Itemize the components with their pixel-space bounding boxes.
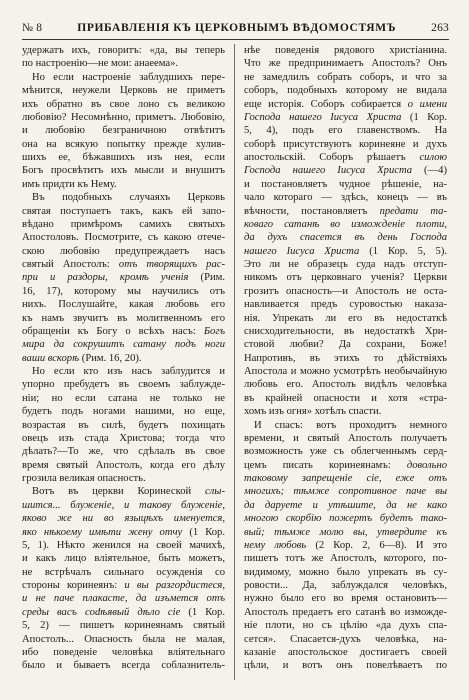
text-line: навливается предъ суровостью наказа- <box>244 299 447 311</box>
text-line: цемъ писать коринеянамъ: довольно <box>244 459 447 471</box>
text-line: она на всякую попытку прежде хулив- <box>22 138 225 150</box>
text-line: ибо поведеніе человѣка вліятельнаго <box>22 646 225 658</box>
text-line: шихъ ее, бѣжавшихъ изъ нея, если <box>22 152 225 163</box>
text-line: нашего Іисуса Христа (1 Кор. 5, 5). <box>244 245 447 257</box>
text-line: ровости... Да, заблуждался человѣкъ, <box>244 580 447 591</box>
text-line: яково же ни во языцѣхъ именуется, <box>22 513 225 525</box>
text-line: и постановляетъ чудное рѣшеніе, на- <box>244 178 447 190</box>
text-line: обращеніи къ Богу о всѣхъ насъ: Богъ <box>22 325 225 337</box>
text-line: святая поступаетъ такъ, какъ ей запо- <box>22 205 225 217</box>
text-line: Но если настроеніе заблудшихъ пере- <box>32 71 225 83</box>
text-line: сется». Спасается-духъ человѣка, на- <box>244 633 447 645</box>
text-line: шится... блуженіе, и такову блуженіе, <box>22 499 225 511</box>
text-line: возрастая въ силѣ, будетъ похищать <box>22 419 225 431</box>
left-column <box>22 44 225 673</box>
text-line: любовію? Несомнѣнно, приметъ. Любовію, <box>22 111 225 123</box>
text-line: пишетъ тотъ же Апостолъ, которого, по- <box>244 553 447 565</box>
text-line: мира да сокрушитъ сатану подъ ноги <box>22 339 225 351</box>
text-line: среды васъ сodѣявый дѣло сіе (1 Кор. <box>22 606 225 618</box>
text-line: Это ли не образецъ суда надъ отступ- <box>244 259 447 270</box>
text-line: да духъ спасется въ день Господа <box>244 232 447 244</box>
text-line: и любовію безграничною отвѣтитъ <box>22 125 225 137</box>
text-line: многихъ; тѣмже сопротивное паче вы <box>244 486 447 498</box>
text-line: нужно было его во время остановить— <box>244 593 447 605</box>
text-line: соборъ, подобныхъ которому не видала <box>244 85 447 97</box>
text-line: Апостоловъ. Посмотрите, съ какою отече- <box>22 232 225 244</box>
text-line: стороны коринеянъ: и вы разгордистеся, <box>22 580 225 591</box>
text-line: по настроенію—не мои: анаеема». <box>22 58 179 70</box>
journal-number: № 8 <box>22 22 43 34</box>
text-line: любовь его. Апостолъ видѣлъ человѣка <box>244 379 447 391</box>
text-line: 5, 4), подъ его главенствомъ. На <box>244 125 447 137</box>
text-line: ніи; но если сатана не только не <box>22 392 225 404</box>
header-rule <box>22 39 449 40</box>
text-line: чало котораго — здѣсь, конецъ — въ <box>244 192 447 204</box>
text-line: упорно пребудетъ въ своемъ заблужде- <box>22 379 225 391</box>
page-number: 263 <box>431 22 449 34</box>
text-line: Напротивъ, въ этихъ то дѣйствіяхъ <box>244 352 447 364</box>
text-line: время святый Апостолъ, когда его дѣлу <box>22 459 225 471</box>
text-line: ваши вскорѣ (Рим. 16, 20). <box>22 352 142 364</box>
text-line: возможность уже съ облегченнымъ серд- <box>244 446 447 458</box>
text-line: Вотъ въ церкви Коринеской слы- <box>32 486 225 498</box>
text-line: И спасъ: вотъ проходитъ немного <box>254 419 447 431</box>
text-line: грозила великая опасность. <box>22 473 146 484</box>
text-line: удержатъ ихъ, говоритъ: «да, вы теперь <box>22 45 225 56</box>
text-line: цѣли, и вотъ онъ повелѣваетъ по <box>244 660 447 672</box>
text-line: при и раздоры, кромѣ ученія (Рим. <box>22 272 225 284</box>
text-line: овецъ изъ стада Христова; тогда что <box>22 432 225 444</box>
text-line: святый Апостолъ: отъ творящихъ рас- <box>22 259 225 270</box>
text-line: 16, 17), которому мы научились отъ <box>22 285 225 297</box>
text-line: таковому запрещеніе сіе, еже отъ <box>244 473 447 484</box>
text-line: дѣлать?—То же, что сдѣлалъ въ свое <box>22 446 225 458</box>
text-line: Апостолъ... Опасность была не малая, <box>22 633 225 645</box>
text-line: да даруете и утѣшите, да не како <box>244 499 447 511</box>
text-line: Богъ просвѣтитъ ихъ мысли и внушитъ <box>22 165 225 177</box>
text-line: 5, 1). Нѣкто женился на своей мачихѣ, <box>22 539 225 551</box>
text-line: вѣчности, постановляетъ предати та- <box>244 205 447 217</box>
text-line: и какъ лицо вліятельное, быть можетъ, <box>22 553 225 565</box>
text-line: Господа нашего Іисуса Христа (—4) <box>244 165 447 177</box>
text-line: имъ придти къ Нему. <box>22 178 117 190</box>
text-line: видимому, можно было упрекать въ су- <box>244 566 447 578</box>
text-line: времени, и святый Апостолъ получаетъ <box>244 432 447 444</box>
text-line: было и бываетъ всегда соблазнитель- <box>22 660 225 672</box>
text-line: Но если кто изъ насъ заблудится и <box>32 366 225 377</box>
text-line: нему любовь (2 Кор. 2, 6—8). И это <box>244 539 447 551</box>
text-line: вый; тѣмже молю вы, утвердите къ <box>244 526 447 538</box>
text-line: мѣнится, неужели Церковь не приметъ <box>22 85 225 97</box>
text-line: снисходительности, въ недостаткѣ Хри- <box>244 325 447 337</box>
column-divider <box>234 44 235 680</box>
text-line: никомъ отъ церковнаго ученія? Церкви <box>244 272 447 284</box>
text-line: многою скорбію пожертъ будетъ тако- <box>244 513 447 525</box>
text-line: Апостолъ предаетъ его сатанѣ во изможде- <box>244 606 447 618</box>
text-line: нѣе поведенія рядового христіанина. <box>244 45 447 56</box>
text-line: будетъ подъ ногами нашими, но еще, <box>22 406 225 418</box>
text-line: Господа нашего Іисуса Христа (1 Кор. <box>244 111 447 123</box>
text-line: Апостола и можно усмотрѣть необычайную <box>244 366 447 377</box>
text-line: стовой любви? Да сохрани, Боже! <box>244 339 447 351</box>
text-line: вѣдано примѣромъ самихъ святыхъ <box>22 218 225 230</box>
text-line: апостольскій. Соборъ рѣшаетъ силою <box>244 152 447 163</box>
right-column <box>244 44 447 673</box>
text-line: еще исторія. Соборъ собирается о имени <box>244 98 447 110</box>
text-line: въ крайней опасности и хотя «стра- <box>244 392 447 404</box>
text-line: 5, 2) — пишетъ коринеянамъ святый <box>22 620 225 632</box>
text-line: казаніе апостольское достигаетъ своей <box>244 646 447 658</box>
text-line: Въ подобныхъ случаяхъ Церковь <box>32 192 225 204</box>
text-line: нія. Упрекать ли его въ недостаткѣ <box>244 312 447 324</box>
text-line: коваго сатанѣ во изможденіе плоти, <box>244 218 447 230</box>
text-line: не замедлилъ собрать соборъ, и что за <box>244 71 447 83</box>
text-line: нихъ. Послушайте, какая любовь его <box>22 299 225 311</box>
text-line: соборѣ присутствуютъ коринеяне и духъ <box>244 138 447 150</box>
text-line: скою любовію предупреждаетъ насъ <box>22 245 225 257</box>
text-line: къ намъ звучитъ въ молитвенномъ его <box>22 312 225 324</box>
text-line: хомъ изъ огня» хотѣлъ спасти. <box>244 406 382 418</box>
journal-title: ПРИБАВЛЕНІЯ КЪ ЦЕРКОВНЫМЪ ВѢДОМОСТЯМЪ <box>77 22 397 34</box>
text-line: и не паче плакасте, да изъмется отъ <box>22 593 225 605</box>
text-line: яко нѣкоему имѣти жену отчу (1 Кор. <box>22 526 225 538</box>
text-line: ніе плоти, но съ цѣлію «да духъ спа- <box>244 620 447 632</box>
text-line: ихъ обратно въ свое лоно съ великою <box>22 98 225 110</box>
text-line: грозитъ опасность—и Апостолъ не оста- <box>244 285 447 297</box>
text-line: не встрѣчалъ сильнаго осужденія со <box>22 566 225 578</box>
text-line: Что же предпринимаетъ Апостолъ? Онъ <box>244 58 447 70</box>
running-header <box>22 20 449 36</box>
